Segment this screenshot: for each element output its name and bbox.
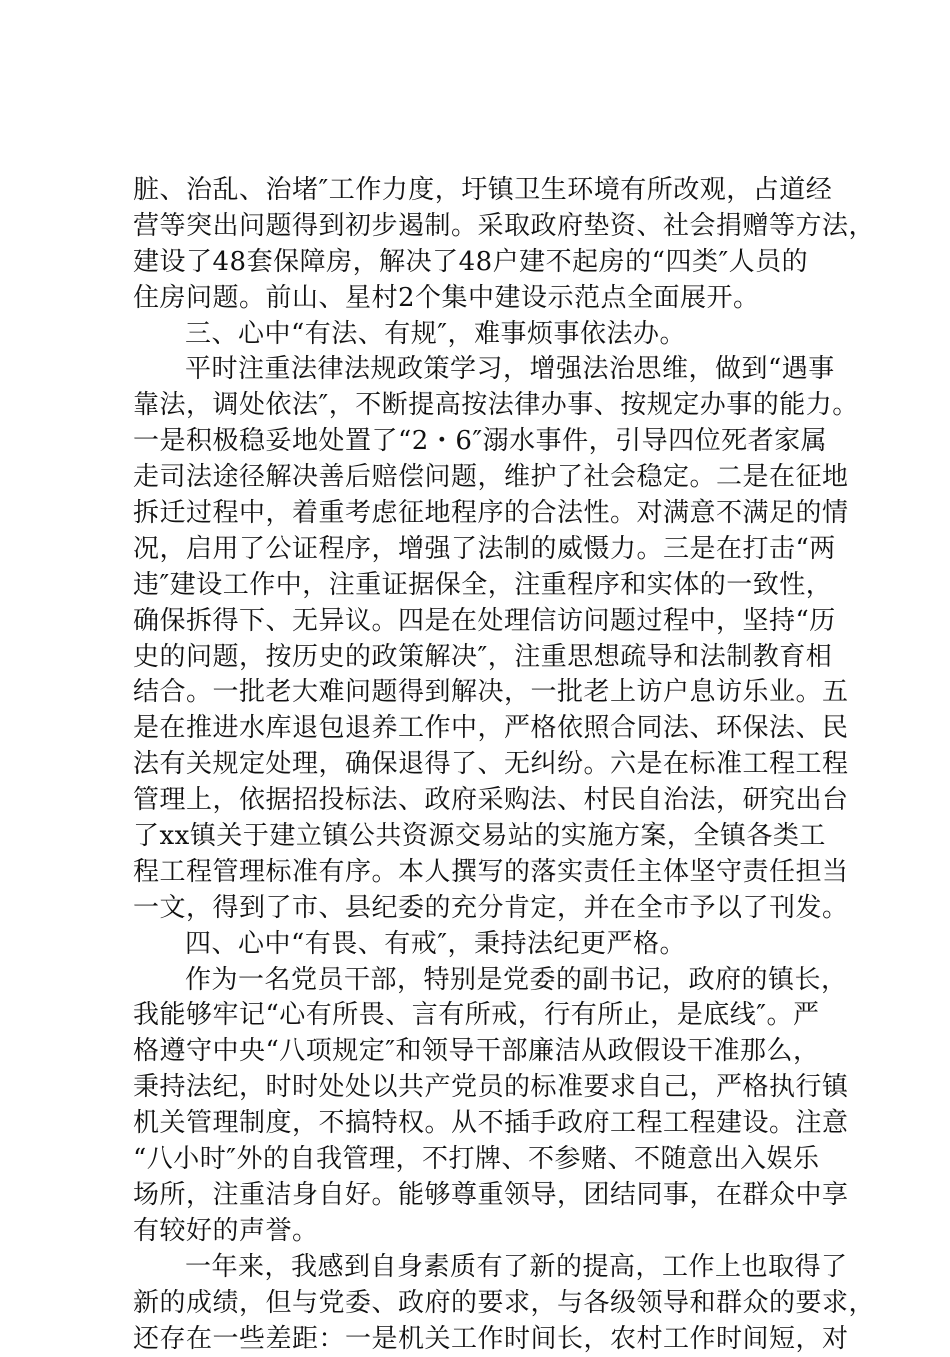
section-heading: 四、心中“有畏、有戒″，秉持法纪更严格。: [133, 927, 823, 963]
document-body: [133, 173, 823, 1357]
text-line: 史的问题，按历史的政策解决″，注重思想疏导和法制教育相: [133, 640, 823, 676]
text-line: 法有关规定处理，确保退得了、无纠纷。六是在标准工程工程: [133, 747, 823, 783]
text-line: 一年来，我感到自身素质有了新的提高，工作上也取得了: [133, 1250, 823, 1286]
section-heading: 三、心中“有法、有规″，难事烦事依法办。: [133, 317, 823, 353]
text-line: 况，启用了公证程序，增强了法制的威慑力。三是在打击“两: [133, 532, 823, 568]
text-line: 秉持法纪，时时处处以共产党员的标准要求自己，严格执行镇: [133, 1070, 823, 1106]
text-line: 场所，注重洁身自好。能够尊重领导，团结同事，在群众中享: [133, 1178, 823, 1214]
text-line: 作为一名党员干部，特别是党委的副书记，政府的镇长，: [133, 963, 823, 999]
text-line: 靠法，调处依法″，不断提高按法律办事、按规定办事的能力。: [133, 388, 823, 424]
text-line: 走司法途径解决善后赔偿问题，维护了社会稳定。二是在征地: [133, 460, 823, 496]
text-line: 了xx镇关于建立镇公共资源交易站的实施方案，全镇各类工: [133, 819, 823, 855]
text-line: 管理上，依据招投标法、政府采购法、村民自治法，研究出台: [133, 783, 823, 819]
text-line: 住房问题。前山、星村2个集中建设示范点全面展开。: [133, 281, 823, 317]
text-line: 确保拆得下、无异议。四是在处理信访问题过程中，坚持“历: [133, 604, 823, 640]
text-line: 我能够牢记“心有所畏、言有所戒，行有所止，是底线″。严: [133, 998, 823, 1034]
text-line: 新的成绩，但与党委、政府的要求，与各级领导和群众的要求，: [133, 1286, 823, 1322]
text-line: 还存在一些差距：一是机关工作时间长，农村工作时间短，对: [133, 1322, 823, 1357]
text-line: 拆迁过程中，着重考虑征地程序的合法性。对满意不满足的情: [133, 496, 823, 532]
text-line: 脏、治乱、治堵″工作力度，圩镇卫生环境有所改观，占道经: [133, 173, 823, 209]
text-line: 有较好的声誉。: [133, 1214, 823, 1250]
text-line: 平时注重法律法规政策学习，增强法治思维，做到“遇事: [133, 352, 823, 388]
text-line: 机关管理制度，不搞特权。从不插手政府工程工程建设。注意: [133, 1106, 823, 1142]
text-line: “八小时″外的自我管理，不打牌、不参赌、不随意出入娱乐: [133, 1142, 823, 1178]
text-line: 程工程管理标准有序。本人撰写的落实责任主体坚守责任担当: [133, 855, 823, 891]
text-line: 格遵守中央“八项规定″和领导干部廉洁从政假设干准那么，: [133, 1034, 823, 1070]
text-line: 是在推进水库退包退养工作中，严格依照合同法、环保法、民: [133, 711, 823, 747]
text-line: 建设了48套保障房，解决了48户建不起房的“四类″人员的: [133, 245, 823, 281]
text-line: 违″建设工作中，注重证据保全，注重程序和实体的一致性，: [133, 568, 823, 604]
text-line: 一是积极稳妥地处置了“2・6″溺水事件，引导四位死者家属: [133, 424, 823, 460]
text-line: 营等突出问题得到初步遏制。采取政府垫资、社会捐赠等方法，: [133, 209, 823, 245]
text-line: 一文，得到了市、县纪委的充分肯定，并在全市予以了刊发。: [133, 891, 823, 927]
text-line: 结合。一批老大难问题得到解决，一批老上访户息访乐业。五: [133, 675, 823, 711]
